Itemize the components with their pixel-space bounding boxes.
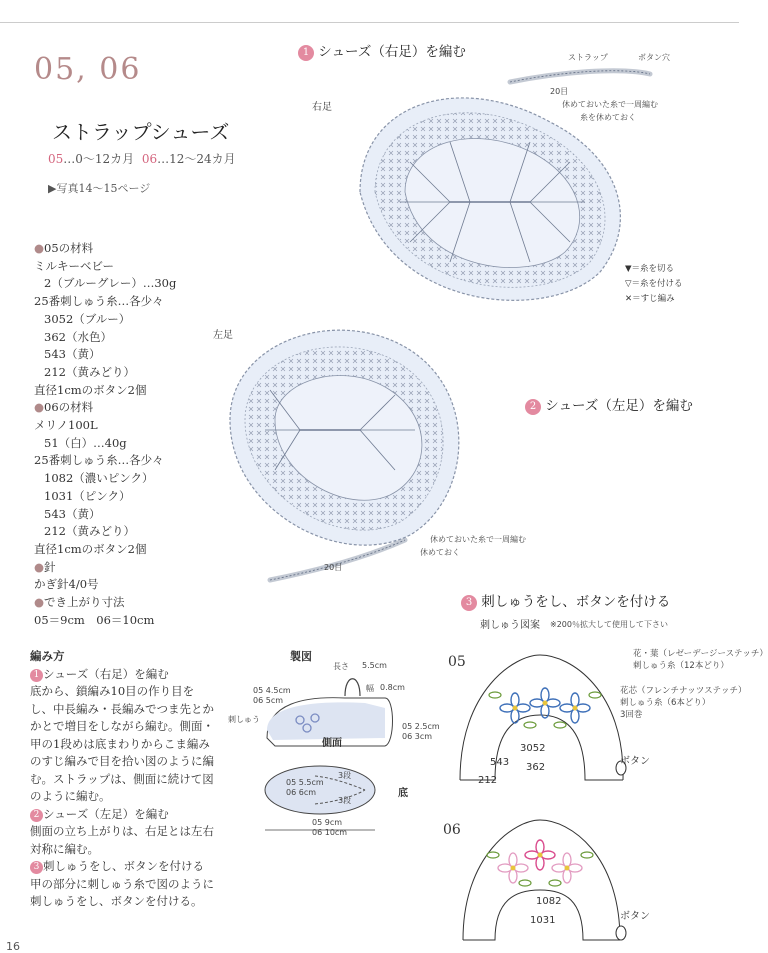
material-item: メリノ100L <box>34 418 98 433</box>
material-item: 25番刺しゅう糸…各少々 <box>34 294 164 309</box>
material-item: 543（黄） <box>44 347 101 362</box>
size-ranges <box>48 150 236 167</box>
material-item: 212（黄みどり） <box>44 364 135 379</box>
diagram-title: 製図 <box>290 650 312 663</box>
material-item: 25番刺しゅう糸…各少々 <box>34 453 164 468</box>
leaf-thread: 刺しゅう糸（12本どり） <box>633 661 729 671</box>
material-item: 362（水色） <box>44 329 112 344</box>
section-1-number: 1 <box>298 45 314 61</box>
top-rule <box>0 22 739 23</box>
embroidery-05 <box>455 650 630 795</box>
right-count-label: 20目 <box>550 87 569 96</box>
side-05: 05 4.5cm <box>253 686 291 695</box>
core-thread: 刺しゅう糸（6本どり） <box>620 698 711 708</box>
material-item: ● でき上がり寸法 <box>34 594 176 612</box>
step-title-text: 刺しゅうをし、ボタンを付ける <box>43 859 204 873</box>
step-title-text: シューズ（左足）を編む <box>43 806 169 821</box>
material-item: 543（黄） <box>44 506 101 521</box>
section-3-text: 刺しゅうをし、ボタンを付ける <box>481 594 671 610</box>
step-number: 3 <box>30 861 43 874</box>
material-item: ● 針 <box>34 559 176 577</box>
section-2-text: シューズ（左足）を編む <box>545 398 693 414</box>
core-wraps: 3回巻 <box>620 710 643 720</box>
button-label-06: ボタン <box>620 911 650 922</box>
size-06-code: 06 <box>141 152 158 166</box>
variant-06: 06 <box>443 822 461 838</box>
leaf-label: 花・葉（レゼーデージーステッチ） <box>633 649 768 659</box>
legend-suji: ✕＝すじ編み <box>625 294 675 304</box>
material-item: 212（黄みどり） <box>44 524 135 539</box>
embroidery-note: ※200％拡大して使用して下さい <box>550 620 668 629</box>
material-item: ● 05の材料 <box>34 240 176 258</box>
method-step-title <box>30 666 215 684</box>
method-heading: 編み方 <box>30 649 65 663</box>
left-note-1: 休めておいた糸で一周編む <box>430 535 526 544</box>
length-label: 長さ <box>333 662 349 671</box>
material-item: 1082（濃いピンク） <box>44 471 154 486</box>
color-362: 362 <box>526 762 546 773</box>
material-item: 2（ブルーグレー）…30g <box>44 276 177 291</box>
len-05: 05 9cm <box>312 818 343 827</box>
right-foot-label: 右足 <box>312 102 332 113</box>
button-label-05: ボタン <box>620 756 650 767</box>
method-step-body: 甲の部分に刺しゅう糸で図のように刺しゅうをし、ボタンを付ける。 <box>30 876 214 908</box>
core-label: 花芯（フレンチナッツステッチ） <box>620 686 747 696</box>
embroidery-06 <box>455 815 635 950</box>
material-item: かぎ針4/0号 <box>34 577 99 592</box>
section-2-title <box>525 394 693 415</box>
step-title-text: シューズ（右足）を編む <box>43 666 169 681</box>
materials-list <box>34 240 176 629</box>
step-number: 2 <box>30 809 43 822</box>
step-number: 1 <box>30 669 43 682</box>
pattern-number: 05, 06 <box>34 52 142 87</box>
section-1-title <box>298 40 466 61</box>
rows-b: 3段 <box>338 796 352 805</box>
photo-reference: ▶写真14～15ページ <box>48 182 151 195</box>
embroidery-label: 刺しゅう <box>228 715 260 724</box>
left-foot-chart <box>200 310 500 610</box>
method-step-title <box>30 858 215 876</box>
method-step-title <box>30 806 215 824</box>
method-step-body: 側面の立ち上がりは、右足とは左右対称に編む。 <box>30 824 214 856</box>
size-06-text: …12～24カ月 <box>157 152 236 166</box>
length-value: 5.5cm <box>362 661 387 670</box>
method-step-body: 底から、鎖編み10目の作り目をし、中長編み・長編みでつま先とかかとで増目をしながら編む。側面・甲の1段めは底まわりからこま編みのすじ編みで目を拾い図のように編む。ストラップは、側面に続けて図のように編む。 <box>30 684 214 803</box>
legend-cut: ▼＝糸を切る <box>625 264 675 274</box>
size-05-text: …0～12カ月 <box>63 152 135 166</box>
button-hole-label: ボタン穴 <box>638 53 670 62</box>
height-06: 06 3cm <box>402 732 433 741</box>
method <box>30 648 215 911</box>
method-steps <box>30 666 215 911</box>
legend-attach: ▽＝糸を付ける <box>625 279 683 289</box>
material-item: 51（白）…40g <box>44 435 127 450</box>
size-05-code: 05 <box>48 152 64 166</box>
section-3-number: 3 <box>461 595 477 611</box>
side-06: 06 5cm <box>253 696 284 705</box>
page-title: ストラップシューズ <box>52 120 230 144</box>
right-note-2: 糸を休めておく <box>580 113 636 122</box>
left-count-label: 20目 <box>324 563 343 572</box>
sole-05: 05 5.5cm <box>286 778 324 787</box>
len-06: 06 10cm <box>312 828 348 837</box>
section-1-text: シューズ（右足）を編む <box>318 44 466 60</box>
color-212: 212 <box>478 775 498 786</box>
page-number: 16 <box>6 940 20 953</box>
material-item: 直径1cmのボタン2個 <box>34 382 147 397</box>
side-label: 側面 <box>322 738 342 749</box>
material-item: ● 06の材料 <box>34 399 176 417</box>
color-1082: 1082 <box>536 896 562 907</box>
material-item: 直径1cmのボタン2個 <box>34 541 147 556</box>
left-foot-label: 左足 <box>213 330 233 341</box>
width-label: 幅 <box>366 684 374 693</box>
section-2-number: 2 <box>525 399 541 415</box>
width-value: 0.8cm <box>380 683 405 692</box>
strap-label: ストラップ <box>568 53 608 62</box>
material-item: 3052（ブルー） <box>44 311 131 326</box>
material-item: ミルキーベビー <box>34 258 115 273</box>
embroidery-title: 刺しゅう図案 <box>480 620 540 631</box>
color-543: 543 <box>490 757 510 768</box>
color-3052: 3052 <box>520 743 546 754</box>
variant-05: 05 <box>448 654 466 670</box>
right-note-1: 休めておいた糸で一周編む <box>562 100 658 109</box>
sole-label: 底 <box>398 788 408 799</box>
left-note-2: 休めておく <box>420 548 460 557</box>
legend <box>625 262 683 307</box>
material-item: 05＝9cm 06＝10cm <box>34 612 155 627</box>
color-1031: 1031 <box>530 915 556 926</box>
height-05: 05 2.5cm <box>402 722 440 731</box>
rows-a: 3段 <box>338 771 352 780</box>
sole-06: 06 6cm <box>286 788 317 797</box>
material-item: 1031（ピンク） <box>44 488 131 503</box>
